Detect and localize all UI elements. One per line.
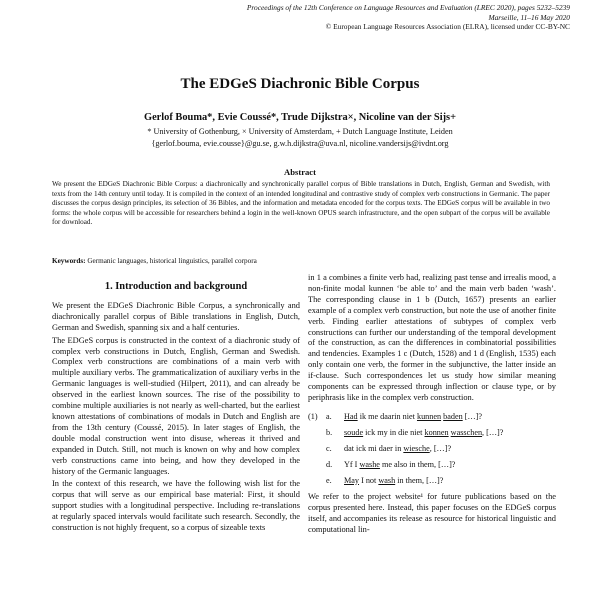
paragraph: We refer to the project website¹ for future publications based on the corpus presented here. Instead, this paper focuses on the EDGeS corpus itself, and accompanies its release as resource for historical linguistic and computational lin- bbox=[308, 492, 556, 535]
paper-title: The EDGeS Diachronic Bible Corpus bbox=[180, 76, 420, 92]
section-heading: 1. Introduction and background bbox=[104, 281, 248, 292]
paragraph: in 1 a combines a finite verb had, realizing past tense and irrealis mood, a non-finite modal kunnen ‘be able to’ and the main verb baden ‘wash’. The corresponding clause in 1 b (Dutch, 1657) presents an earlier example of a complex verb construction, but note the use of another finite verb. Finding earlier attestations of subtypes of complex verb constructions can further our understanding of the temporal development of the construction, as can the differences in combinatorial possibilities and tendencies. Examples 1 c (Dutch, 1528) and 1 d (English, 1535) each only contain one verb, the former in the subjunctive, the latter inside an if-clause. Such correspondences let us study how similar meaning components can be expressed through inflection or clause type, or by periphrasis like in the complex verb construction. bbox=[308, 273, 556, 402]
right-column bbox=[308, 273, 556, 538]
example-text: May I not wash in them, […]? bbox=[344, 475, 444, 485]
example-list bbox=[308, 412, 556, 487]
example-letter: c. bbox=[326, 443, 332, 453]
example-text: soude ick my in die niet konnen wasschen, […]? bbox=[344, 427, 504, 437]
paragraph: The EDGeS corpus is constructed in the context of a diachronic study of complex verb constructions in Dutch, English, German and Swedish. Complex verb constructions are combinations of a main verb with multiple auxiliary verbs. The grammaticalization of auxiliary verbs in the Germanic languages is well-studied (Hilpert, 2011), and can already be observed in the earliest known sources. The rise of the possibility to combine multiple auxiliaries is not nearly as well-charted, but the earliest known attestations of combinations of modals in Dutch and English are from the 13th century (Coussé, 2015). In later stages of English, the double modal construction went into disuse, whereas it thrived and expanded in Dutch. Still, not much is known on why and how complex verb constructions came into being, and how they developed in the history of the Germanic languages. bbox=[52, 335, 300, 476]
paragraph: In the context of this research, we have the following wish list for the corpus that will serve as our empirical base material: First, it should support studies with a longitudinal perspective. Including re-translations at regularly spaced intervals would facilitate such research. Secondly, the construction is not highly frequent, so a corpus of sizeable texts bbox=[52, 479, 300, 533]
affiliation-line: * University of Gothenburg, × University of Amsterdam, + Dutch Language Institute, Leiden bbox=[147, 127, 453, 136]
example-row bbox=[308, 460, 556, 471]
proceedings-line-2: Marseille, 11–16 May 2020 bbox=[488, 12, 570, 22]
example-text: Yf I washe me also in them, […]? bbox=[344, 459, 456, 469]
abstract-text: We present the EDGeS Diachronic Bible Corpus: a diachronically and synchronically parallel corpus of Bible translations in Dutch, English, German and Swedish, with texts from the 14th century until today. It is compiled in the context of an intended longitudinal and contrastive study of complex verb constructions in Germanic. The paper discusses the corpus design principles, its selection of 36 Bibles, and the information and metadata encoded for the corpus texts. The EDGeS corpus will be available in two forms: the whole corpus will be accessible for researchers behind a login in the well-known OPUS search infrastructure, and the open subpart of the corpus will be available for download. bbox=[52, 180, 550, 227]
proceedings-line-1: Proceedings of the 12th Conference on Language Resources and Evaluation (LREC 2020), pages 5232–5239 bbox=[246, 3, 570, 12]
example-number: (1) bbox=[308, 411, 318, 421]
example-row bbox=[308, 428, 556, 439]
keywords bbox=[52, 257, 550, 265]
example-row bbox=[308, 444, 556, 455]
example-letter: e. bbox=[326, 475, 332, 485]
example-text: Had ik me daarin niet kunnen baden […]? bbox=[344, 411, 483, 421]
left-column bbox=[52, 282, 300, 536]
proceedings-header bbox=[210, 3, 570, 32]
example-letter: d. bbox=[326, 459, 333, 469]
abstract-heading: Abstract bbox=[284, 167, 316, 177]
example-row bbox=[308, 476, 556, 487]
example-letter: b. bbox=[326, 427, 333, 437]
paragraph: We present the EDGeS Diachronic Bible Corpus, a synchronically and diachronically parallel corpus of Bible translations in English, Dutch, German and Swedish, spanning six and a half centuries. bbox=[52, 300, 300, 332]
email-line: {gerlof.bouma, evie.cousse}@gu.se, g.w.h.dijkstra@uva.nl, nicoline.vandersijs@ivdnt.org bbox=[151, 138, 449, 148]
example-row bbox=[308, 412, 556, 423]
example-text: dat ick mi daer in wiesche, […]? bbox=[344, 443, 452, 453]
example-letter: a. bbox=[326, 411, 332, 421]
affiliations bbox=[0, 126, 600, 149]
author-list: Gerlof Bouma*, Evie Coussé*, Trude Dijkstra×, Nicoline van der Sijs+ bbox=[143, 112, 457, 123]
keywords-text: Germanic languages, historical linguistics, parallel corpora bbox=[87, 257, 257, 265]
keywords-label: Keywords: bbox=[52, 257, 86, 265]
proceedings-line-3: © European Language Resources Association (ELRA), licensed under CC-BY-NC bbox=[325, 22, 570, 32]
